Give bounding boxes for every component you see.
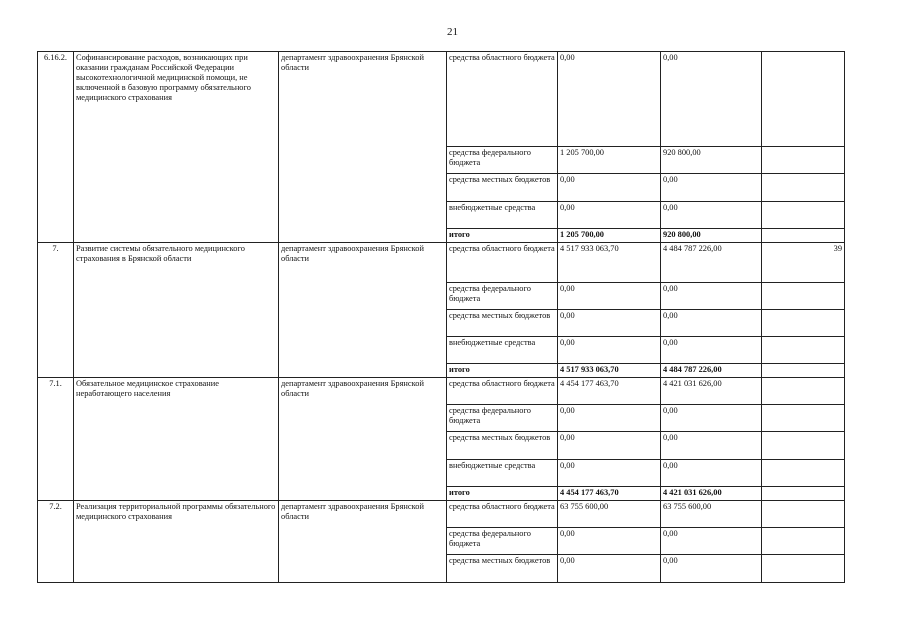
amount-col-2: 4 421 031 626,00 <box>661 487 762 501</box>
amount-col-2: 0,00 <box>661 202 762 229</box>
amount-col-1: 0,00 <box>558 460 661 487</box>
amount-col-1: 0,00 <box>558 202 661 229</box>
amount-col-3 <box>762 378 845 405</box>
amount-col-1: 0,00 <box>558 52 661 147</box>
funding-source: средства местных бюджетов <box>447 555 558 583</box>
measure-name: Развитие системы обязательного медицинского страхования в Брянской области <box>74 243 279 378</box>
amount-col-2: 0,00 <box>661 174 762 202</box>
amount-col-2: 0,00 <box>661 528 762 555</box>
table-row <box>38 52 845 147</box>
amount-col-1: 4 517 933 063,70 <box>558 243 661 283</box>
funding-source: средства областного бюджета <box>447 378 558 405</box>
funding-source: итого <box>447 487 558 501</box>
amount-col-3 <box>762 147 845 174</box>
row-number: 7. <box>38 243 74 378</box>
amount-col-3 <box>762 487 845 501</box>
funding-source: итого <box>447 229 558 243</box>
table-row <box>38 243 845 283</box>
amount-col-1: 0,00 <box>558 337 661 364</box>
amount-col-3 <box>762 283 845 310</box>
funding-source: внебюджетные средства <box>447 337 558 364</box>
amount-col-1: 0,00 <box>558 283 661 310</box>
budget-table <box>37 51 845 583</box>
amount-col-1: 1 205 700,00 <box>558 147 661 174</box>
executor: департамент здравоохранения Брянской области <box>279 378 447 501</box>
amount-col-1: 4 517 933 063,70 <box>558 364 661 378</box>
amount-col-1: 0,00 <box>558 310 661 337</box>
amount-col-3 <box>762 229 845 243</box>
amount-col-2: 0,00 <box>661 310 762 337</box>
amount-col-1: 0,00 <box>558 555 661 583</box>
amount-col-1: 63 755 600,00 <box>558 501 661 528</box>
measure-name: Софинансирование расходов, возникающих при оказании гражданам Российской Федерации высокотехнологичной медицинской помощи, не включенной в базовую программу обязательного медицинского страхования <box>74 52 279 243</box>
row-number: 7.2. <box>38 501 74 583</box>
amount-col-2: 4 421 031 626,00 <box>661 378 762 405</box>
row-number: 7.1. <box>38 378 74 501</box>
amount-col-2: 920 800,00 <box>661 147 762 174</box>
table-row <box>38 378 845 405</box>
amount-col-2: 0,00 <box>661 432 762 460</box>
amount-col-2: 0,00 <box>661 405 762 432</box>
amount-col-2: 0,00 <box>661 555 762 583</box>
page-number: 21 <box>447 26 458 38</box>
amount-col-1: 0,00 <box>558 405 661 432</box>
amount-col-3 <box>762 310 845 337</box>
funding-source: итого <box>447 364 558 378</box>
funding-source: средства местных бюджетов <box>447 432 558 460</box>
amount-col-1: 4 454 177 463,70 <box>558 487 661 501</box>
funding-source: средства областного бюджета <box>447 243 558 283</box>
amount-col-1: 1 205 700,00 <box>558 229 661 243</box>
amount-col-3 <box>762 202 845 229</box>
funding-source: средства федерального бюджета <box>447 405 558 432</box>
funding-source: средства федерального бюджета <box>447 528 558 555</box>
amount-col-1: 0,00 <box>558 432 661 460</box>
funding-source: средства областного бюджета <box>447 501 558 528</box>
amount-col-3 <box>762 555 845 583</box>
amount-col-3 <box>762 432 845 460</box>
funding-source: внебюджетные средства <box>447 202 558 229</box>
funding-source: средства федерального бюджета <box>447 147 558 174</box>
funding-source: внебюджетные средства <box>447 460 558 487</box>
amount-col-3 <box>762 174 845 202</box>
amount-col-2: 4 484 787 226,00 <box>661 364 762 378</box>
row-number: 6.16.2. <box>38 52 74 243</box>
funding-source: средства местных бюджетов <box>447 310 558 337</box>
amount-col-2: 4 484 787 226,00 <box>661 243 762 283</box>
amount-col-2: 0,00 <box>661 52 762 147</box>
measure-name: Обязательное медицинское страхование неработающего населения <box>74 378 279 501</box>
amount-col-3 <box>762 528 845 555</box>
executor: департамент здравоохранения Брянской области <box>279 52 447 243</box>
amount-col-3 <box>762 460 845 487</box>
amount-col-3 <box>762 337 845 364</box>
amount-col-3 <box>762 405 845 432</box>
funding-source: средства федерального бюджета <box>447 283 558 310</box>
amount-col-1: 0,00 <box>558 174 661 202</box>
amount-col-1: 0,00 <box>558 528 661 555</box>
funding-source: средства местных бюджетов <box>447 174 558 202</box>
amount-col-2: 0,00 <box>661 283 762 310</box>
amount-col-2: 920 800,00 <box>661 229 762 243</box>
amount-col-3 <box>762 52 845 147</box>
amount-col-2: 0,00 <box>661 337 762 364</box>
amount-col-3 <box>762 501 845 528</box>
amount-col-2: 0,00 <box>661 460 762 487</box>
amount-col-3 <box>762 364 845 378</box>
table-row <box>38 501 845 528</box>
funding-source: средства областного бюджета <box>447 52 558 147</box>
executor: департамент здравоохранения Брянской области <box>279 243 447 378</box>
measure-name: Реализация территориальной программы обязательного медицинского страхования <box>74 501 279 583</box>
executor: департамент здравоохранения Брянской области <box>279 501 447 583</box>
amount-col-1: 4 454 177 463,70 <box>558 378 661 405</box>
amount-col-2: 63 755 600,00 <box>661 501 762 528</box>
amount-col-3: 39 <box>762 243 845 283</box>
